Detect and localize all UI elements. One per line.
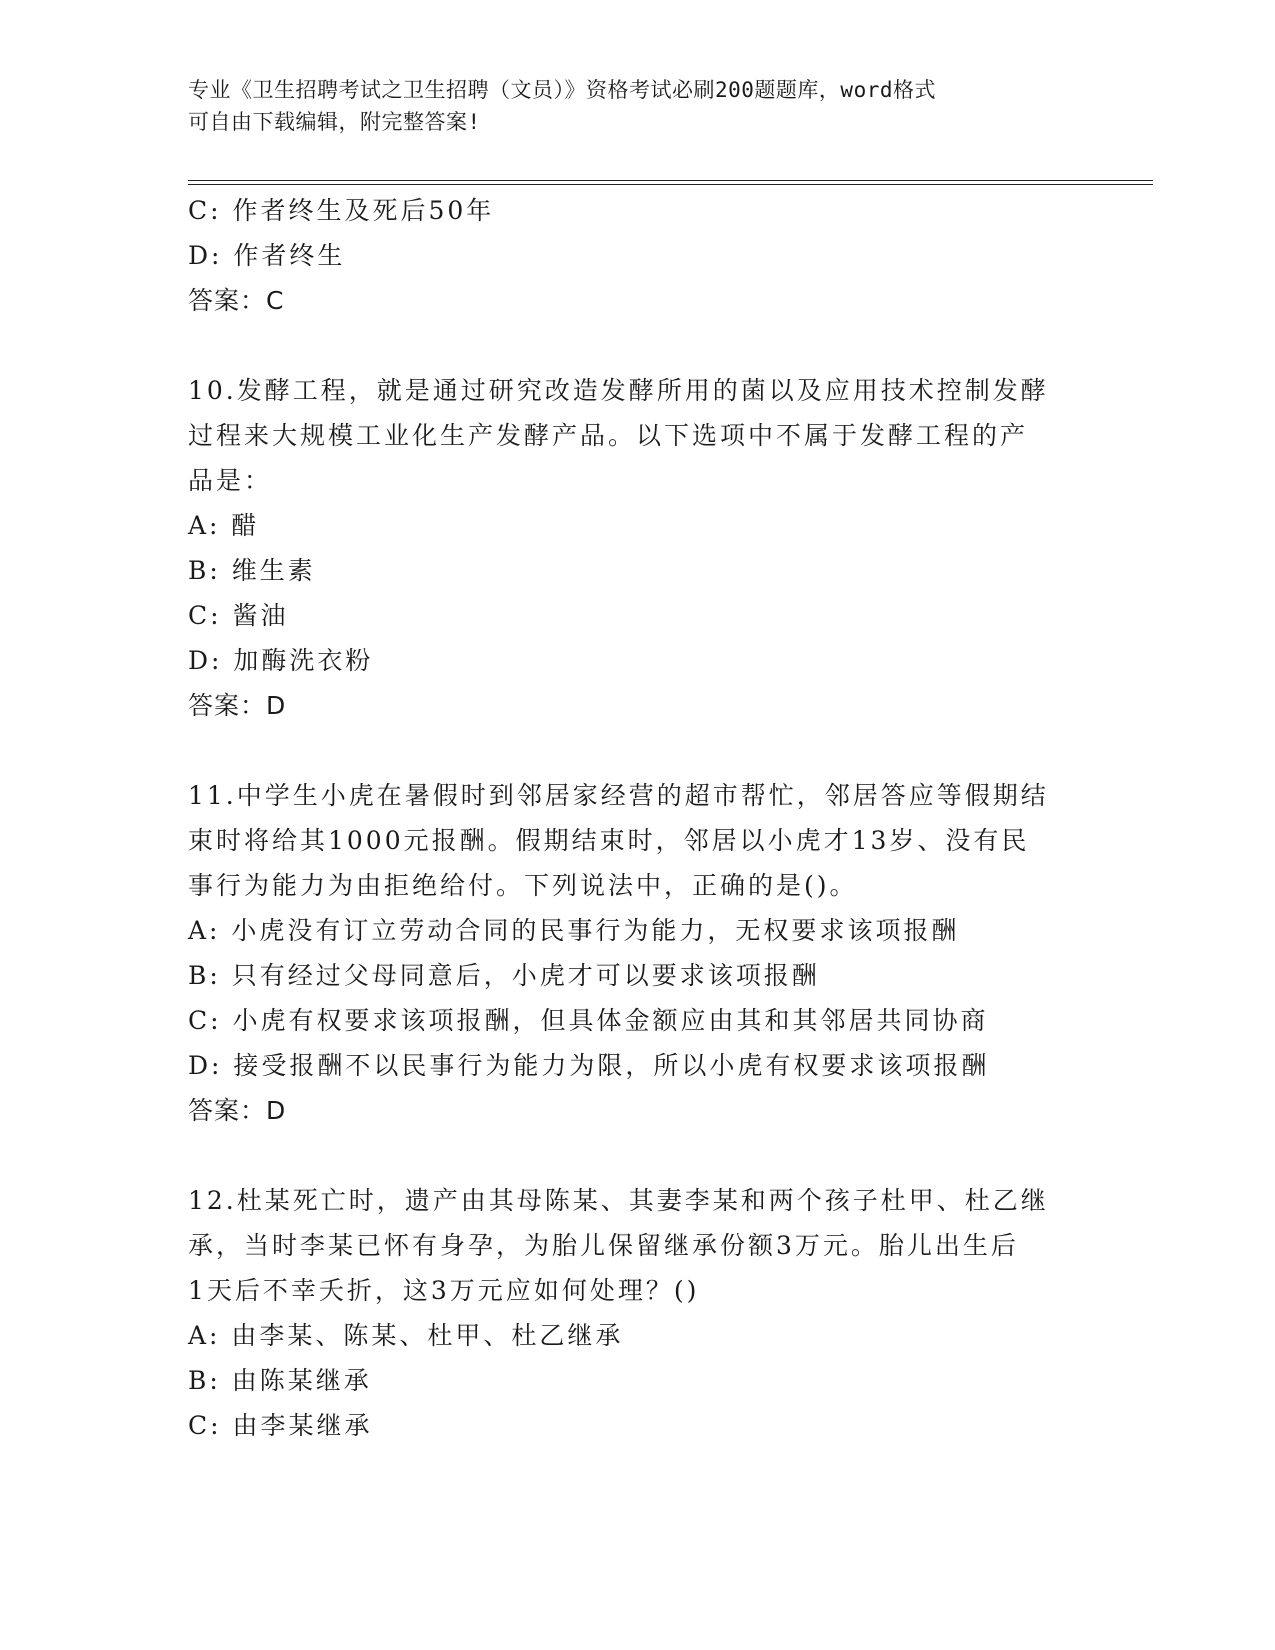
option-b: B: 由陈某继承 xyxy=(188,1366,372,1395)
answer-line: 答案：D xyxy=(188,1096,287,1125)
question-12-block xyxy=(188,1178,1068,1448)
option-c: C: 由李某继承 xyxy=(188,1411,373,1440)
question-text-line: 11.中学生小虎在暑假时到邻居家经营的超市帮忙，邻居答应等假期结 xyxy=(188,781,1049,810)
question-9-block xyxy=(188,188,1068,323)
question-text-line: 10.发酵工程，就是通过研究改造发酵所用的菌以及应用技术控制发酵 xyxy=(188,376,1049,405)
option-c: C: 小虎有权要求该项报酬，但具体金额应由其和其邻居共同协商 xyxy=(188,1006,989,1035)
header-divider-bottom xyxy=(188,184,1153,185)
question-text-line: 品是： xyxy=(188,466,273,495)
answer-line: 答案：C xyxy=(188,286,285,315)
question-text-line: 1天后不幸夭折，这3万元应如何处理？() xyxy=(188,1276,700,1305)
question-text-line: 束时将给其1000元报酬。假期结束时，邻居以小虎才13岁、没有民 xyxy=(188,826,1030,855)
header-line-2: 可自由下载编辑，附完整答案! xyxy=(188,110,481,134)
question-10-block xyxy=(188,368,1068,728)
question-text-line: 承，当时李某已怀有身孕，为胎儿保留继承份额3万元。胎儿出生后 xyxy=(188,1231,1019,1260)
option-c: C: 作者终生及死后50年 xyxy=(188,196,495,225)
option-d: D: 加酶洗衣粉 xyxy=(188,646,374,675)
header-divider-top xyxy=(188,180,1153,181)
option-d: D: 作者终生 xyxy=(188,241,346,270)
question-content xyxy=(188,188,1068,1448)
question-11-block xyxy=(188,773,1068,1133)
option-b: B: 只有经过父母同意后，小虎才可以要求该项报酬 xyxy=(188,961,820,990)
option-a: A: 醋 xyxy=(188,511,260,540)
question-text-line: 事行为能力为由拒绝给付。下列说法中，正确的是()。 xyxy=(188,871,858,900)
page-header xyxy=(188,74,1088,138)
header-line-1: 专业《卫生招聘考试之卫生招聘（文员）》资格考试必刷200题题库，word格式 xyxy=(188,78,936,102)
answer-line: 答案：D xyxy=(188,691,287,720)
question-text-line: 过程来大规模工业化生产发酵产品。以下选项中不属于发酵工程的产 xyxy=(188,421,1029,450)
question-text-line: 12.杜某死亡时，遗产由其母陈某、其妻李某和两个孩子杜甲、杜乙继 xyxy=(188,1186,1049,1215)
option-a: A: 小虎没有订立劳动合同的民事行为能力，无权要求该项报酬 xyxy=(188,916,960,945)
option-c: C: 酱油 xyxy=(188,601,289,630)
option-a: A: 由李某、陈某、杜甲、杜乙继承 xyxy=(188,1321,624,1350)
option-b: B: 维生素 xyxy=(188,556,316,585)
option-d: D: 接受报酬不以民事行为能力为限，所以小虎有权要求该项报酬 xyxy=(188,1051,990,1080)
